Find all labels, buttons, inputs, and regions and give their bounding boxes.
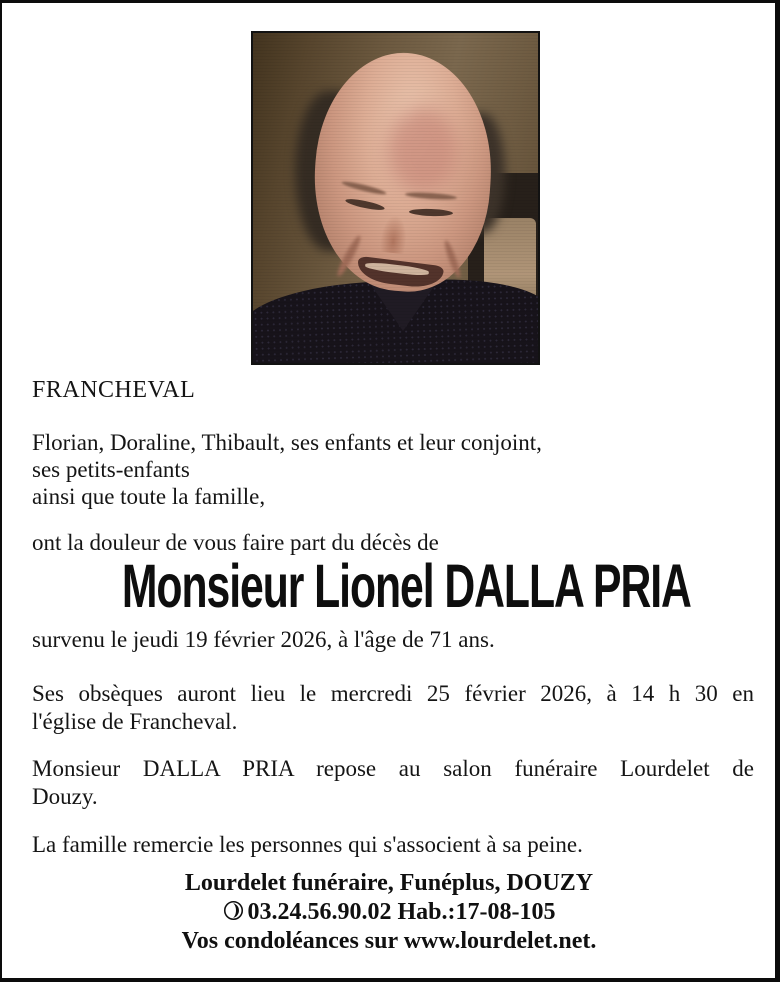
family-line: Florian, Doraline, Thibault, ses enfants et leur conjoint,: [32, 430, 542, 455]
funeral-paragraph: [32, 680, 754, 736]
funeral-home-name: Lourdelet funéraire, Funéplus, DOUZY: [184, 870, 594, 896]
announcement-line: ont la douleur de vous faire part du décès de: [32, 530, 439, 555]
funeral-line: l'église de Francheval.: [32, 709, 238, 734]
family-line: ses petits-enfants: [32, 457, 190, 482]
death-date-line: survenu le jeudi 19 février 2026, à l'âge de 71 ans.: [32, 627, 495, 652]
deceased-name: Monsieur Lionel DALLA PRIA: [121, 552, 691, 620]
phone-line: [0, 898, 778, 927]
phone-number: 03.24.56.90.02: [247, 899, 392, 925]
funeral-line: Ses obsèques auront lieu le mercredi 25 février 2026, à 14 h 30 en: [32, 681, 754, 706]
deceased-name-heading: [0, 552, 778, 620]
habilitation-number: Hab.:17-08-105: [397, 899, 556, 925]
phone-icon: [223, 900, 244, 921]
thanks-line: La famille remercie les personnes qui s'associent à sa peine.: [32, 832, 583, 857]
family-line: ainsi que toute la famille,: [32, 484, 266, 509]
repose-line: Monsieur DALLA PRIA repose au salon funéraire Lourdelet de: [32, 756, 754, 781]
town-name: FRANCHEVAL: [32, 377, 196, 403]
repose-line: Douzy.: [32, 784, 98, 809]
family-paragraph: [32, 429, 542, 510]
condolences-line: Vos condoléances sur www.lourdelet.net.: [181, 928, 597, 954]
portrait-photo: [251, 31, 540, 365]
scan-grain-overlay: [253, 33, 538, 363]
repose-paragraph: [32, 755, 754, 811]
funeral-home-footer: [0, 869, 778, 956]
